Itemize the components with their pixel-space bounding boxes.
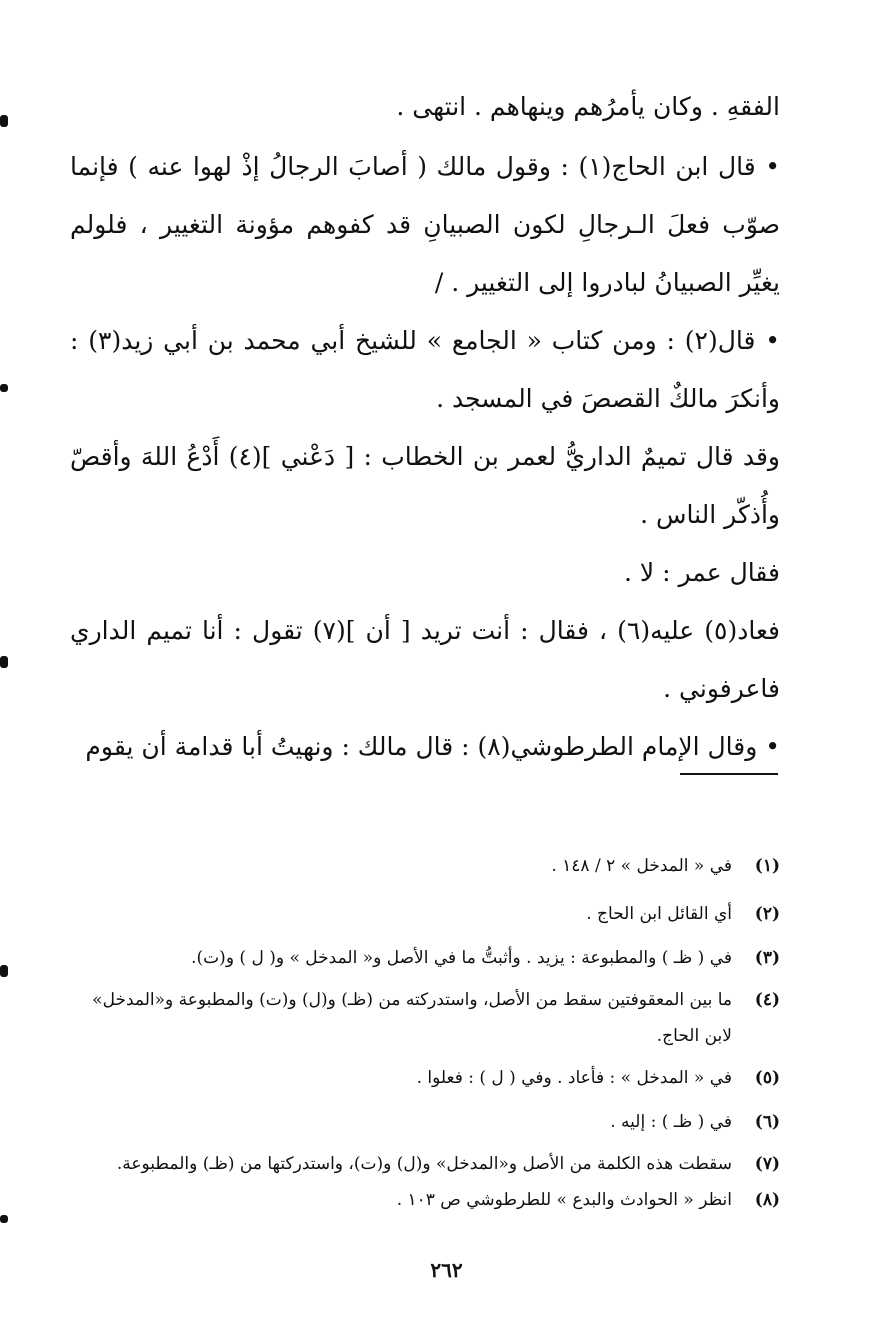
footnote-text: أي القائل ابن الحاج . — [586, 904, 732, 924]
footnote-3 — [80, 940, 780, 976]
footnote-6 — [80, 1104, 780, 1140]
footnote-text: في ( ظـ ) والمطبوعة : يزيد . وأثبتُّ ما في الأصل و« المدخل » و( ل ) و(ت). — [191, 948, 732, 968]
page-number: ٢٦٢ — [430, 1258, 463, 1282]
footnote-5 — [80, 1060, 780, 1096]
footnote-text: في « المدخل » : فأعاد . وفي ( ل ) : فعلوا . — [416, 1068, 732, 1088]
paragraph-5: فقال عمر : لا . — [624, 558, 780, 587]
paragraph-1: الفقهِ . وكان يأمرُهم وينهاهم . انتهى . — [396, 92, 780, 121]
footnote-text: سقطت هذه الكلمة من الأصل و«المدخل» و(ل) و(ت)، واستدركتها من (ظـ) والمطبوعة. — [116, 1154, 732, 1174]
scan-edge-mark — [0, 965, 8, 977]
footnote-8 — [80, 1182, 780, 1218]
footnote-number: (١) — [754, 856, 780, 876]
paragraph-6: فعاد(٥) عليه(٦) ، فقال : أنت تريد [ أن ](٧) تقول : أنا تميم الداري فاعرفوني . — [70, 616, 780, 703]
footnote-number: (٦) — [754, 1112, 780, 1132]
footnote-2 — [80, 896, 780, 932]
scan-edge-mark — [0, 656, 8, 668]
footnote-text: في ( ظـ ) : إليه . — [610, 1112, 732, 1132]
footnote-number: (٥) — [754, 1068, 780, 1088]
paragraph-3: • قال(٢) : ومن كتاب « الجامع » للشيخ أبي محمد بن أبي زيد(٣) : وأنكرَ مالكٌ القصصَ في المسجد . — [70, 326, 780, 413]
paragraph-2: • قال ابن الحاج(١) : وقول مالك ( أصابَ الرجالُ إذْ لهوا عنه ) فإنما صوّب فعلَ الـرجالِ لكون الصبيانِ قد كفوهم مؤونة التغيير ، فلولم يغيِّر الصبيانُ لبادروا إلى التغيير . / — [70, 152, 780, 297]
footnote-number: (٤) — [754, 990, 780, 1010]
paragraph-4: وقد قال تميمٌ الداريُّ لعمر بن الخطاب : [ دَعْني ](٤) أَدْعُ اللهَ وأقصّ وأُذكّر الناس . — [70, 442, 780, 529]
footnote-number: (٣) — [754, 948, 780, 968]
footnote-number: (٨) — [754, 1190, 780, 1210]
paragraph-7: • وقال الإمام الطرطوشي(٨) : قال مالك : ونهيتُ أبا قدامة أن يقوم — [85, 732, 780, 761]
footnote-7 — [80, 1146, 780, 1182]
main-text — [70, 78, 780, 776]
scan-edge-mark — [0, 115, 8, 127]
footnote-number: (٧) — [754, 1154, 780, 1174]
footnote-text: ما بين المعقوفتين سقط من الأصل، واستدركته من (ظـ) و(ل) و(ت) والمطبوعة و«المدخل» لابن الحاج. — [92, 990, 732, 1046]
footnote-separator — [680, 773, 778, 775]
scan-edge-mark — [0, 384, 8, 392]
footnote-text: في « المدخل » ٢ / ١٤٨ . — [551, 856, 732, 876]
footnote-text: انظر « الحوادث والبدع » للطرطوشي ص ١٠٣ . — [396, 1190, 732, 1210]
scan-edge-mark — [0, 1215, 8, 1223]
footnote-1 — [80, 848, 780, 884]
footnote-number: (٢) — [754, 904, 780, 924]
footnotes — [80, 848, 780, 1218]
footnote-4 — [80, 982, 780, 1054]
